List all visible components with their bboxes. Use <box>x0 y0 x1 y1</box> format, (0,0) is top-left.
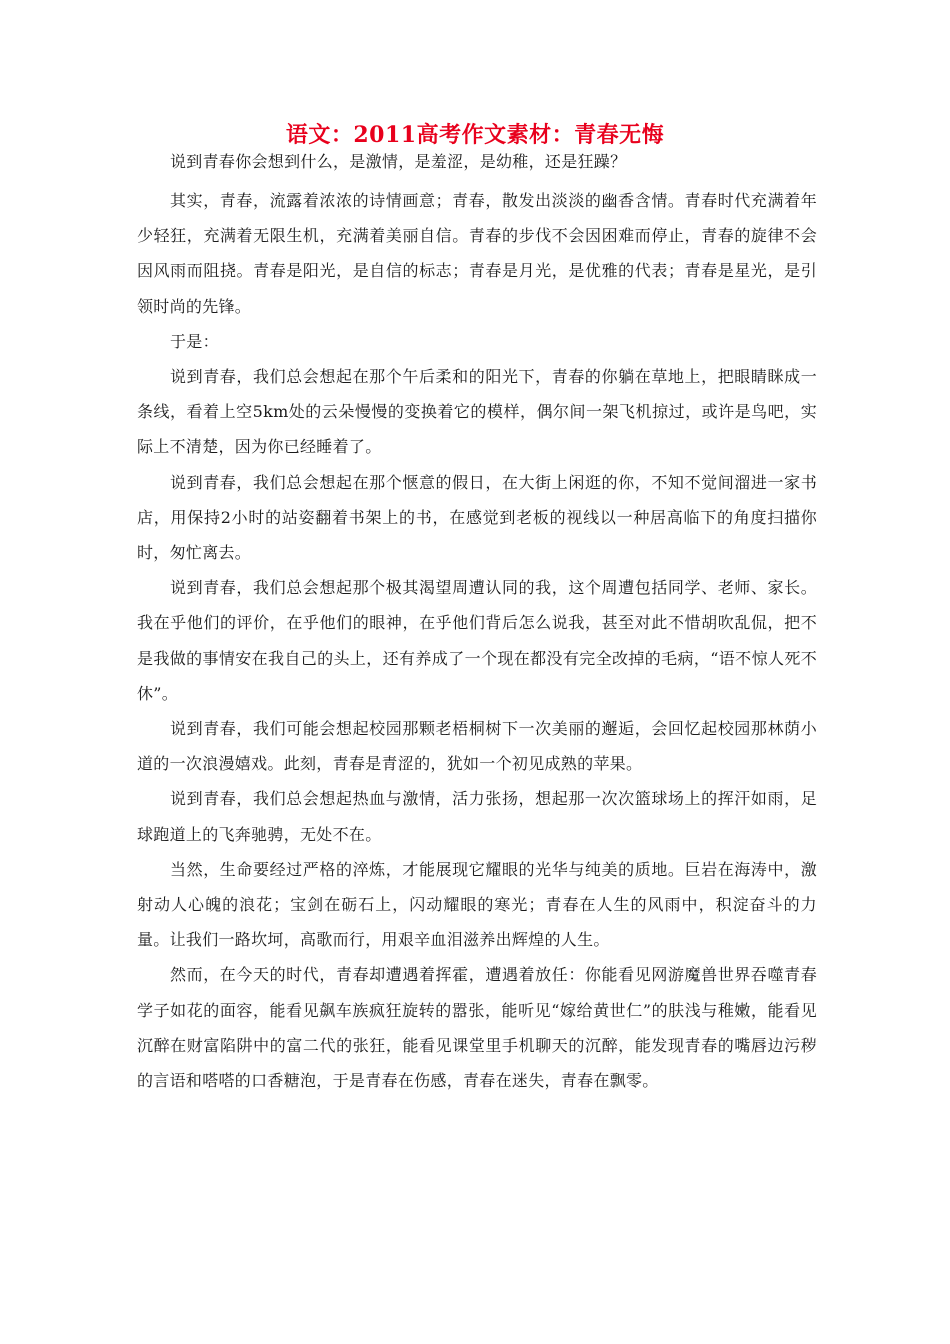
paragraph: 于是： <box>170 331 219 351</box>
paragraph: 说到青春，我们总会想起那个极其渴望周遭认同的我，这个周遭包括同学、老师、家长。我在乎他们的评价，在乎他们的眼神，在乎他们背后怎么说我，甚至对此不惜胡吹乱侃，把不是我做的事情安在我自己的头上，还有养成了一个现在都没有完全改掉的毛病，“语不惊人死不休”。 <box>137 578 817 703</box>
paragraph: 说到青春，我们总会想起在那个惬意的假日，在大街上闲逛的你，不知不觉间溜进一家书店，用保持2小时的站姿翻着书架上的书，在感觉到老板的视线以一种居高临下的角度扫描你时，匆忙离去。 <box>137 472 817 563</box>
paragraph: 说到青春你会想到什么，是激情，是羞涩，是幼稚，还是狂躁？ <box>170 152 627 171</box>
document-title: 语文：2011高考作文素材：青春无悔 <box>285 122 665 148</box>
document-body <box>137 147 817 1098</box>
paragraph: 其实，青春，流露着浓浓的诗情画意；青春，散发出淡淡的幽香含情。青春时代充满着年少轻狂，充满着无限生机，充满着美丽自信。青春的步伐不会因困难而停止，青春的旋律不会因风雨而阻挠。青春是阳光，是自信的标志；青春是月光，是优雅的代表；青春是星光，是引领时尚的先锋。 <box>137 191 817 316</box>
paragraph: 说到青春，我们可能会想起校园那颗老梧桐树下一次美丽的邂逅，会回忆起校园那林荫小道的一次浪漫嬉戏。此刻，青春是青涩的，犹如一个初见成熟的苹果。 <box>137 719 817 774</box>
paragraph: 然而，在今天的时代，青春却遭遇着挥霍，遭遇着放任：你能看见网游魔兽世界吞噬青春学子如花的面容，能看见飙车族疯狂旋转的嚣张，能听见“嫁给黄世仁”的肤浅与稚嫩，能看见沉醉在财富陷阱中的富二代的张狂，能看见课堂里手机聊天的沉醉，能发现青春的嘴唇边污秽的言语和嗒嗒的口香糖泡，于是青春在伤感，青春在迷失，青春在飘零。 <box>137 965 817 1091</box>
paragraph: 说到青春，我们总会想起在那个午后柔和的阳光下，青春的你躺在草地上，把眼睛眯成一条线，看着上空5km处的云朵慢慢的变换着它的模样，偶尔间一架飞机掠过，或许是鸟吧，实际上不清楚，因为你已经睡着了。 <box>137 367 817 457</box>
paragraph: 当然，生命要经过严格的淬炼，才能展现它耀眼的光华与纯美的质地。巨岩在海涛中，激射动人心魄的浪花；宝剑在砺石上，闪动耀眼的寒光；青春在人生的风雨中，积淀奋斗的力量。让我们一路坎坷，高歌而行，用艰辛血泪滋养出辉煌的人生。 <box>137 859 817 950</box>
paragraph: 说到青春，我们总会想起热血与激情，活力张扬，想起那一次次篮球场上的挥汗如雨，足球跑道上的飞奔驰骋，无处不在。 <box>137 789 817 844</box>
